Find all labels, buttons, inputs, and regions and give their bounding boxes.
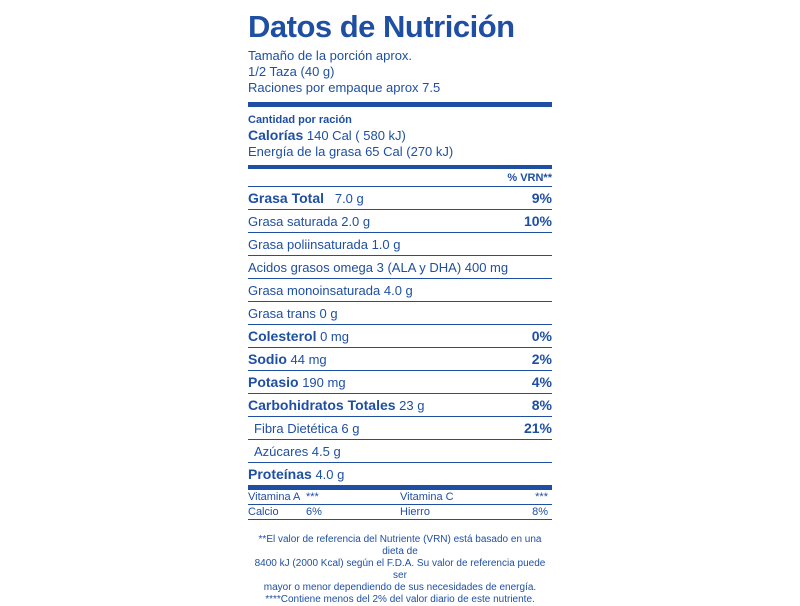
serving-size-label: Tamaño de la porción aprox. bbox=[248, 48, 413, 63]
divider-thick bbox=[248, 102, 552, 107]
nutrient-label: Grasa poliinsaturada 1.0 g bbox=[248, 236, 401, 252]
nutrient-label: Grasa saturada 2.0 g bbox=[248, 213, 371, 229]
nutrient-value: 0 mg bbox=[320, 329, 349, 344]
footnotes bbox=[248, 534, 552, 606]
nutrient-label: Grasa Total bbox=[248, 190, 324, 206]
nutrient-row-sodium bbox=[248, 347, 552, 370]
nutrient-value: 23 g bbox=[399, 398, 425, 413]
nutrient-percent: 4% bbox=[531, 374, 552, 390]
nutrient-row-fiber bbox=[248, 416, 552, 439]
nutrient-label: Colesterol bbox=[248, 328, 317, 344]
nutrient-label: Azúcares 4.5 g bbox=[254, 443, 341, 459]
serving-info bbox=[248, 48, 552, 96]
fat-energy-line: Energía de la grasa 65 Cal (270 kJ) bbox=[248, 144, 454, 159]
nutrient-label: Sodio bbox=[248, 351, 287, 367]
nutrient-percent: 9% bbox=[531, 190, 552, 206]
nutrient-value: 190 mg bbox=[302, 375, 346, 390]
vitamin-value: *** bbox=[306, 491, 319, 503]
amount-per-serving-header: Cantidad por ración bbox=[248, 114, 352, 126]
mineral-value: 8% bbox=[532, 506, 548, 518]
nutrient-label: Grasa monoinsaturada 4.0 g bbox=[248, 282, 413, 298]
mineral-value: 6% bbox=[306, 506, 322, 518]
nutrient-row-total-carbs bbox=[248, 393, 552, 416]
nutrient-row-polyunsaturated-fat bbox=[248, 232, 552, 255]
nutrient-label: Carbohidratos Totales bbox=[248, 397, 396, 413]
calories-label: Calorías bbox=[248, 127, 304, 143]
serving-size-value: 1/2 Taza (40 g) bbox=[248, 64, 335, 79]
nutrient-row-sugars bbox=[248, 439, 552, 462]
nutrient-percent: 0% bbox=[531, 328, 552, 344]
nutrient-percent: 21% bbox=[523, 420, 552, 436]
nutrient-row-trans-fat bbox=[248, 301, 552, 324]
vitamin-name: Vitamina A bbox=[248, 491, 301, 503]
vrn-header: % VRN** bbox=[507, 172, 552, 184]
minerals-row bbox=[248, 505, 552, 519]
nutrient-row-monounsaturated-fat bbox=[248, 278, 552, 301]
nutrient-value: 7.0 g bbox=[334, 191, 364, 206]
nutrient-label: Grasa trans 0 g bbox=[248, 305, 338, 321]
footnote-line: mayor o menor dependiendo de sus necesidades de energía. bbox=[263, 582, 537, 593]
vitamins-row bbox=[248, 490, 552, 504]
nutrient-label: Potasio bbox=[248, 374, 299, 390]
nutrient-row-protein bbox=[248, 462, 552, 485]
nutrient-label: Acidos grasos omega 3 (ALA y DHA) 400 mg bbox=[248, 259, 509, 275]
calories-line bbox=[248, 127, 552, 144]
nutrient-label: Fibra Dietética 6 g bbox=[254, 420, 360, 436]
mineral-name: Calcio bbox=[248, 506, 279, 518]
nutrient-label: Proteínas bbox=[248, 466, 312, 482]
nutrient-row-omega-3 bbox=[248, 255, 552, 278]
divider-thin bbox=[248, 519, 552, 520]
footnote-line: ****Contiene menos del 2% del valor diario de este nutriente. bbox=[265, 594, 535, 605]
calories-value: 140 Cal ( 580 kJ) bbox=[306, 128, 406, 143]
nutrient-percent: 10% bbox=[523, 213, 552, 229]
nutrient-row-cholesterol bbox=[248, 324, 552, 347]
panel-title: Datos de Nutrición bbox=[248, 9, 515, 44]
nutrient-row-saturated-fat bbox=[248, 209, 552, 232]
servings-per-container: Raciones por empaque aprox 7.5 bbox=[248, 80, 441, 95]
nutrient-row-potassium bbox=[248, 370, 552, 393]
vitamin-value: *** bbox=[535, 491, 548, 503]
footnote-line: **El valor de referencia del Nutriente (VRN) está basado en una dieta de bbox=[258, 534, 542, 557]
nutrient-percent: 2% bbox=[531, 351, 552, 367]
vitamin-name: Vitamina C bbox=[400, 491, 454, 503]
nutrient-percent: 8% bbox=[531, 397, 552, 413]
nutrient-value: 44 mg bbox=[290, 352, 327, 367]
footnote-line: 8400 kJ (2000 Kcal) según el F.D.A. Su valor de referencia puede ser bbox=[254, 558, 546, 581]
nutrition-facts-panel bbox=[248, 8, 552, 606]
mineral-name: Hierro bbox=[400, 506, 430, 518]
nutrient-value: 4.0 g bbox=[315, 467, 345, 482]
nutrient-row-total-fat bbox=[248, 186, 552, 209]
